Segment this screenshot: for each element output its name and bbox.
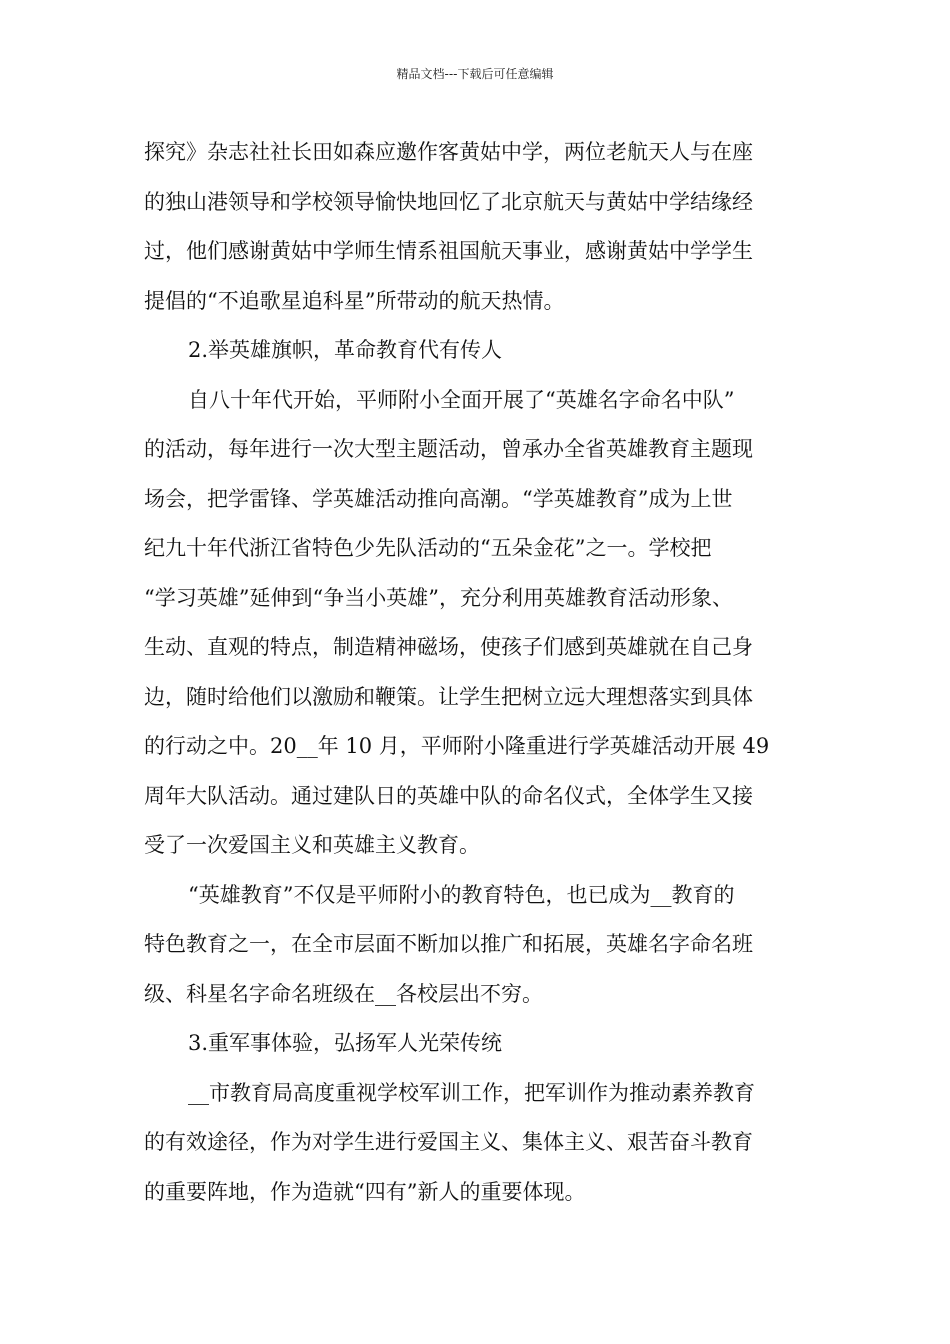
text-line: 生动、直观的特点，制造精神磁场，使孩子们感到英雄就在自己身 bbox=[144, 635, 753, 659]
text-line: 自八十年代开始，平师附小全面开展了“英雄名字命名中队” bbox=[188, 387, 735, 412]
text-line: 的独山港领导和学校领导愉快地回忆了北京航天与黄姑中学结缘经 bbox=[144, 189, 753, 214]
section-heading: 3.重军事体验，弘扬军人光荣传统 bbox=[188, 1031, 503, 1055]
text-line: “英雄教育”不仅是平师附小的教育特色，也已成为__教育的 bbox=[188, 882, 735, 907]
text-line: 的重要阵地，作为造就“四有”新人的重要体现。 bbox=[144, 1179, 586, 1204]
page-header: 精品文档---下载后可任意编辑 bbox=[396, 67, 554, 81]
text-line: 的活动，每年进行一次大型主题活动，曾承办全省英雄教育主题现 bbox=[144, 437, 753, 461]
text-line: __市教育局高度重视学校军训工作，把军训作为推动素养教育 bbox=[188, 1080, 755, 1105]
text-line: 边，随时给他们以激励和鞭策。让学生把树立远大理想落实到具体 bbox=[144, 684, 753, 709]
text-line: 探究》杂志社社长田如森应邀作客黄姑中学，两位老航天人与在座 bbox=[144, 140, 753, 164]
document-body bbox=[144, 132, 824, 1221]
text-line: 级、科星名字命名班级在__各校层出不穷。 bbox=[144, 981, 543, 1006]
section-heading: 2.举英雄旗帜，革命教育代有传人 bbox=[188, 338, 503, 362]
text-line: 特色教育之一，在全市层面不断加以推广和拓展，英雄名字命名班 bbox=[144, 932, 753, 956]
text-line: 提倡的“不追歌星追科星”所带动的航天热情。 bbox=[144, 288, 565, 313]
text-line: 周年大队活动。通过建队日的英雄中队的命名仪式，全体学生又接 bbox=[144, 783, 753, 808]
text-line: 的有效途径，作为对学生进行爱国主义、集体主义、艰苦奋斗教育 bbox=[144, 1130, 753, 1154]
text-line: 纪九十年代浙江省特色少先队活动的“五朵金花”之一。学校把 bbox=[144, 536, 712, 560]
text-line: 过，他们感谢黄姑中学师生情系祖国航天事业，感谢黄姑中学学生 bbox=[144, 239, 753, 263]
text-line: 受了一次爱国主义和英雄主义教育。 bbox=[144, 833, 480, 857]
text-line: 场会，把学雷锋、学英雄活动推向高潮。“学英雄教育”成为上世 bbox=[144, 486, 733, 511]
text-line: 的行动之中。20__年 10 月，平师附小隆重进行学英雄活动开展 49 bbox=[144, 734, 770, 758]
text-line: “学习英雄”延伸到“争当小英雄”，充分利用英雄教育活动形象、 bbox=[144, 585, 733, 610]
